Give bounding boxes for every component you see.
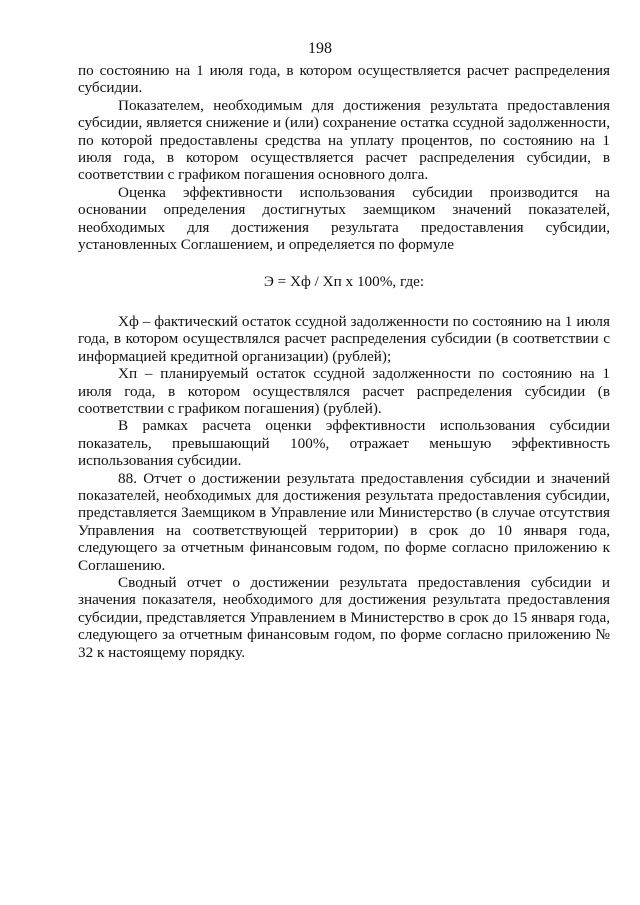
paragraph-definition-xf: Хф – фактический остаток ссудной задолженности по состоянию на 1 июля года, в котором осуществлялся расчет распределения субсидии (в соответствии с информацией кредитной организации) (рублей); (78, 312, 610, 365)
paragraph-indicator: Показателем, необходимым для достижения результата предоставления субсидии, является снижение и (или) сохранение остатка ссудной задолженности, по которой предоставлены средства на уплату процентов, по состоянию на 1 июля года, в котором осуществляется расчет распределения субсидии, в соответствии с графиком погашения основного долга. (78, 96, 610, 184)
paragraph-continuation: по состоянию на 1 июля года, в котором осуществляется расчет распределения субсидии. (78, 62, 610, 97)
paragraph-efficiency-assessment: Оценка эффективности использования субсидии производится на основании определения достигнутых заемщиком значений показателей, необходимых для достижения результата предоставления субсидии, установленных Соглашением, и определяется по формуле (78, 183, 610, 254)
paragraph-efficiency-note: В рамках расчета оценки эффективности использования субсидии показатель, превышающий 100%, отражает меньшую эффективность использования субсидии. (78, 417, 610, 470)
paragraph-88-report: 88. Отчет о достижении результата предоставления субсидии и значений показателей, необходимых для достижения результата предоставления субсидии, представляется Заемщиком в Управление или Министерство (в случае отсутствия Управления на соответствующей территории) в срок до 10 января года, следующего за отчетным финансовым годом, по форме согласно приложению к Соглашению. (78, 469, 610, 574)
paragraph-summary-report: Сводный отчет о достижении результата предоставления субсидии и значения показателя, необходимого для достижения результата предоставления субсидии, представляется Управлением в Министерство в срок до 15 января года, следующего за отчетным финансовым годом, по форме согласно приложению № 32 к настоящему порядку. (78, 573, 610, 661)
document-body (78, 62, 610, 661)
formula: Э = Хф / Хп х 100%, где: (263, 273, 425, 291)
paragraph-definition-xp: Хп – планируемый остаток ссудной задолженности по состоянию на 1 июля года, в котором осуществлялся расчет распределения субсидии (в соответствии с графиком погашения) (рублей). (78, 365, 610, 417)
page-number: 198 (308, 40, 332, 57)
